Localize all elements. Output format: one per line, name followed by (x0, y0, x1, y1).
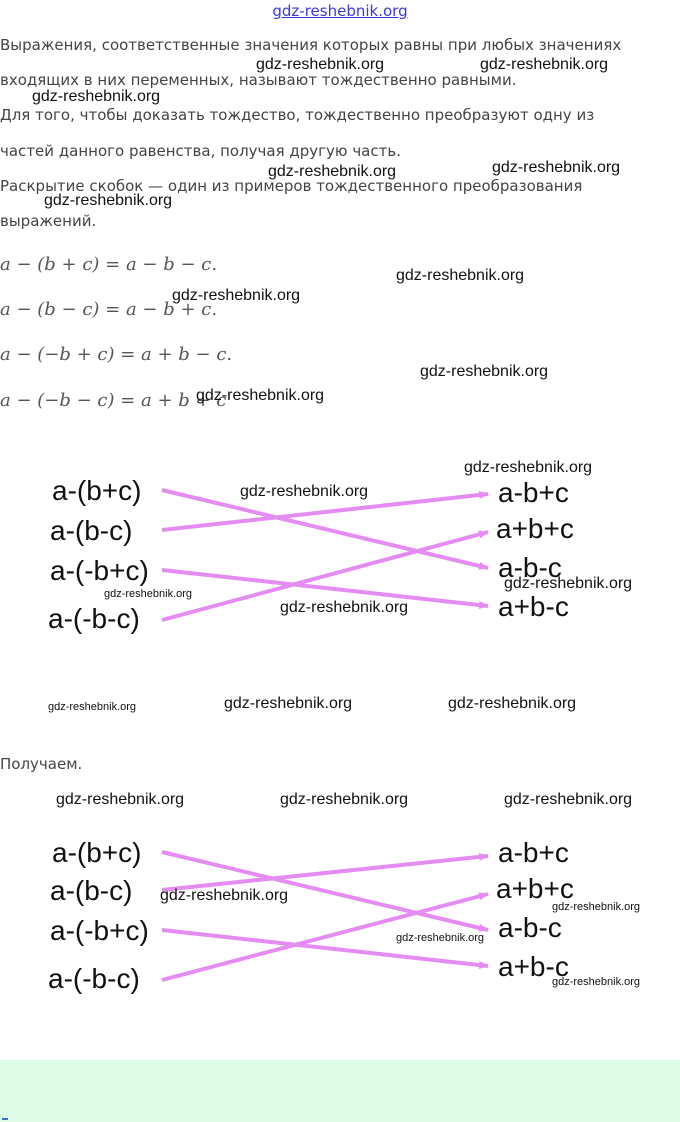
result-label: Получаем. (0, 755, 83, 773)
right-item-2: a+b+c (496, 873, 574, 904)
watermark: gdz-reshebnik.org (44, 192, 173, 209)
left-item-2: a-(b-c) (50, 875, 133, 906)
left-item-3: a-(-b+c) (50, 555, 149, 586)
watermark: gdz-reshebnik.org (256, 56, 385, 73)
watermark: gdz-reshebnik.org (448, 695, 577, 712)
watermark: gdz-reshebnik.org (240, 483, 369, 500)
watermark: gdz-reshebnik.org (196, 387, 325, 404)
watermark: gdz-reshebnik.org (280, 791, 409, 808)
right-item-3: a-b-c (498, 912, 562, 943)
footer-marker (2, 1118, 8, 1120)
formula-3: a − (−b + c) = a + b − c. (0, 344, 233, 365)
arrow-1 (162, 490, 488, 568)
left-item-1: a-(b+c) (52, 837, 142, 868)
watermark: gdz-reshebnik.org (420, 363, 549, 380)
formula-4: a − (−b − c) = a + b + c (0, 390, 227, 411)
watermark: gdz-reshebnik.org (464, 459, 593, 476)
watermark: gdz-reshebnik.org (32, 88, 161, 105)
left-item-4: a-(-b-c) (48, 603, 140, 634)
watermark: gdz-reshebnik.org (268, 163, 397, 180)
paragraph-1-line-1: Выражения, соответственные значения которых равны при любых значениях (0, 36, 622, 54)
watermark: gdz-reshebnik.org (396, 267, 525, 284)
left-item-4: a-(-b-c) (48, 963, 140, 994)
formula-2: a − (b − c) = a − b + c. (0, 299, 218, 320)
watermark: gdz-reshebnik.org (280, 599, 409, 616)
watermark: gdz-reshebnik.org (160, 887, 289, 904)
right-item-3: a-b-c (498, 552, 562, 583)
watermark: gdz-reshebnik.org (104, 588, 193, 600)
left-item-1: a-(b+c) (52, 475, 142, 506)
watermark: gdz-reshebnik.org (552, 976, 641, 988)
watermark: gdz-reshebnik.org (224, 695, 353, 712)
site-link[interactable]: gdz-reshebnik.org (272, 2, 408, 20)
right-item-4: a+b-c (498, 591, 569, 622)
watermark: gdz-reshebnik.org (504, 575, 633, 592)
formula-1: a − (b + c) = a − b − c. (0, 254, 218, 275)
right-item-2: a+b+c (496, 513, 574, 544)
paragraph-2-line-1: Для того, чтобы доказать тождество, тождественно преобразуют одну из (0, 106, 595, 124)
paragraph-1-line-2: входящих в них переменных, называют тождественно равными. (0, 71, 517, 89)
left-item-3: a-(-b+c) (50, 915, 149, 946)
right-item-1: a-b+c (498, 837, 569, 868)
arrow-2 (162, 856, 488, 890)
watermark: gdz-reshebnik.org (480, 56, 609, 73)
left-item-2: a-(b-c) (50, 515, 133, 546)
paragraph-3-line-1: Раскрытие скобок — один из примеров тождественного преобразования (0, 177, 583, 195)
right-item-4: a+b-c (498, 951, 569, 982)
watermark: gdz-reshebnik.org (48, 701, 137, 713)
watermark: gdz-reshebnik.org (492, 159, 621, 176)
paragraph-2-line-2: частей данного равенства, получая другую часть. (0, 142, 401, 160)
footer-band (0, 1060, 680, 1122)
watermark: gdz-reshebnik.org (56, 791, 185, 808)
watermark: gdz-reshebnik.org (172, 287, 301, 304)
watermark: gdz-reshebnik.org (552, 901, 641, 913)
watermark: gdz-reshebnik.org (504, 791, 633, 808)
right-item-1: a-b+c (498, 477, 569, 508)
paragraph-3-line-2: выражений. (0, 212, 97, 230)
watermark: gdz-reshebnik.org (396, 932, 485, 944)
